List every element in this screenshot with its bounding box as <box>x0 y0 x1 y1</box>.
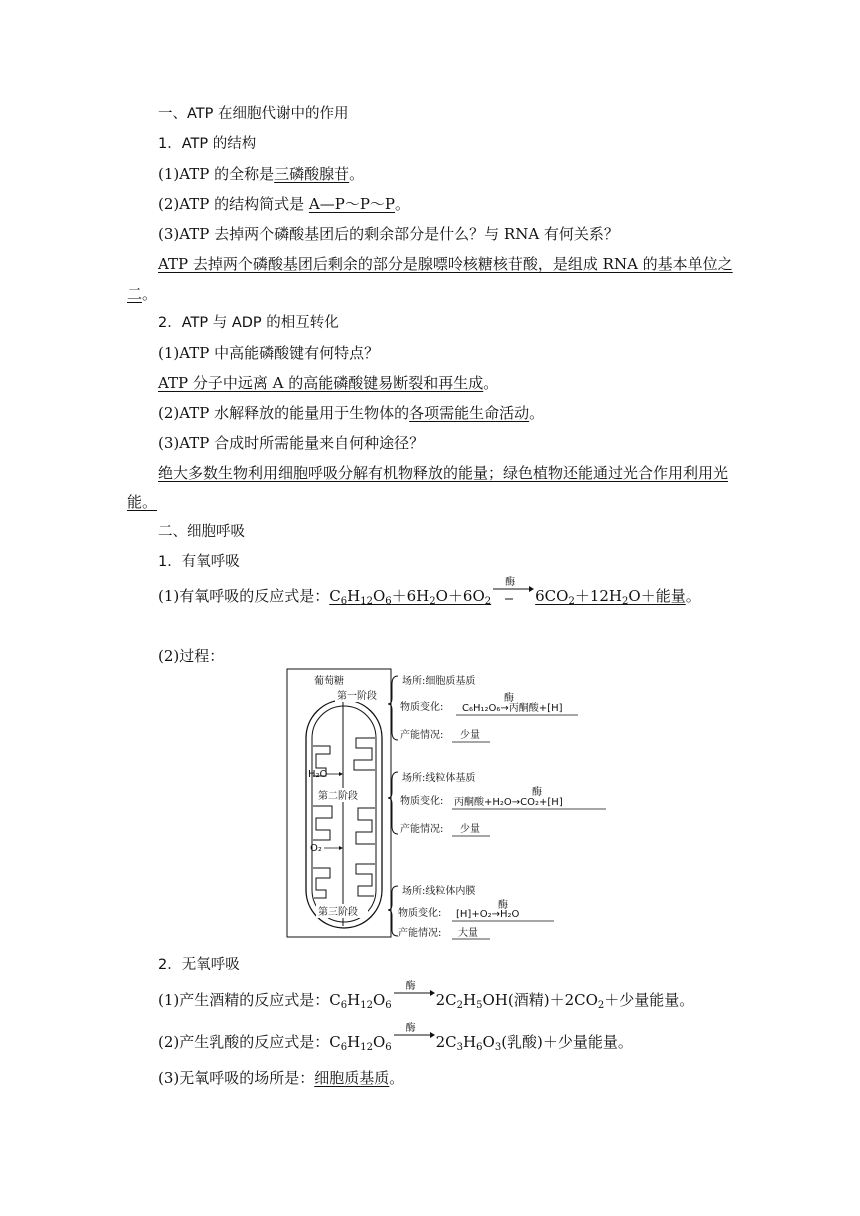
answer-atp-remainder-line2 <box>127 284 157 304</box>
anaerobic-lactic-equation <box>158 1023 633 1053</box>
anaerobic-alcohol-equation <box>158 981 695 1011</box>
question-atp-remainder: (3)ATP 去掉两个磷酸基团后的剩余部分是什么？与 RNA 有何关系？ <box>158 225 619 243</box>
punctuation: 。 <box>389 1069 405 1087</box>
s2-energy: 少量 <box>460 824 480 835</box>
enzyme-arrow <box>491 577 535 607</box>
enzyme-label: 酶 <box>405 1023 416 1034</box>
subsection-anaerobic: 2．无氧呼吸 <box>158 957 240 973</box>
question-text: (1)产生酒精的反应式是： <box>158 991 330 1009</box>
stage3-label: 第三阶段 <box>318 907 358 918</box>
question-atp-formula <box>158 194 410 214</box>
equation-rest: (酒精)＋2CO <box>507 991 598 1009</box>
s3-change: [H]+O₂→H₂O <box>456 909 520 920</box>
s3-change-label: 物质变化: <box>398 908 442 919</box>
anaerobic-location <box>158 1068 404 1088</box>
s3-enzyme: 酶 <box>498 900 508 911</box>
answer-text: ATP 分子中远离 A 的高能磷酸键易断裂和再生成 <box>158 374 484 392</box>
question-bond-feature: (1)ATP 中高能磷酸键有何特点？ <box>158 344 380 362</box>
respiration-process-diagram <box>286 668 606 940</box>
s1-place: 场所:细胞质基质 <box>402 676 476 687</box>
s1-energy-label: 产能情况: <box>400 730 444 741</box>
question-text: (2)ATP 水解释放的能量用于生物体的 <box>158 404 410 422</box>
punctuation: 。 <box>685 587 701 605</box>
answer-text: 三磷酸腺苷 <box>274 165 350 183</box>
question-energy-use <box>158 403 544 423</box>
s1-enzyme: 酶 <box>504 693 514 704</box>
o2-label: O₂ <box>310 843 322 854</box>
question-text: (1)ATP 的全称是 <box>158 165 275 183</box>
subsection-atp-adp: 2．ATP 与 ADP 的相互转化 <box>158 315 339 331</box>
process-label: (2)过程： <box>158 647 225 665</box>
s1-change-label: 物质变化: <box>400 702 444 713</box>
equation-answer: $C_6H_{12}O_6+6H_2O+6O_2$ 酶 $6CO_2+12H_2O+$能量 <box>329 587 685 605</box>
mitochondrion-figure <box>286 668 606 940</box>
s2-change-label: 物质变化: <box>400 796 444 807</box>
s1-energy: 少量 <box>460 730 480 741</box>
question-text: (3)无氧呼吸的场所是： <box>158 1069 315 1087</box>
equation-text: $C_6H_{12}O_6$ 酶 $2C_2H_5OH$(酒精)$+2CO_2+$少量能量。 <box>329 991 694 1009</box>
answer-energy-source-line1: 绝大多数生物利用细胞呼吸分解有机物释放的能量；绿色植物还能通过光合作用利用光 <box>158 464 729 482</box>
section-title-atp: 一、ATP 在细胞代谢中的作用 <box>158 106 349 122</box>
s2-enzyme: 酶 <box>532 787 542 798</box>
enzyme-arrow <box>392 981 436 1011</box>
punctuation: 。 <box>529 404 545 422</box>
stage2-label: 第二阶段 <box>318 791 358 802</box>
s2-energy-label: 产能情况: <box>400 824 444 835</box>
answer-text: 各项需能生命活动 <box>409 404 530 422</box>
question-text: (1)有氧呼吸的反应式是： <box>158 587 330 605</box>
aerobic-equation <box>158 577 701 607</box>
answer-text: 二 <box>127 285 143 303</box>
s3-place: 场所:线粒体内膜 <box>402 886 476 897</box>
subsection-atp-structure: 1．ATP 的结构 <box>158 136 257 152</box>
s2-place: 场所:线粒体基质 <box>402 773 476 784</box>
answer-bond-feature <box>158 373 498 393</box>
enzyme-arrow <box>392 1023 436 1053</box>
equation-text: $C_6H_{12}O_6$ 酶 $2C_3H_6O_3$(乳酸)＋少量能量。 <box>329 1033 633 1051</box>
subsection-aerobic: 1．有氧呼吸 <box>158 554 240 570</box>
punctuation: 。 <box>142 285 158 303</box>
enzyme-label: 酶 <box>405 981 416 992</box>
question-atp-fullname <box>158 164 364 184</box>
enzyme-label: 酶 <box>505 577 516 588</box>
answer-energy-source-line2: 能。 <box>127 493 158 511</box>
section-title-respiration: 二、细胞呼吸 <box>158 524 245 540</box>
equation-tail: ＋少量能量。 <box>604 991 695 1009</box>
question-text: (2)ATP 的结构简式是 <box>158 195 309 213</box>
punctuation: 。 <box>349 165 365 183</box>
equation-rest: (乳酸)＋少量能量。 <box>501 1033 633 1051</box>
answer-text: A—P～P～P <box>308 195 396 213</box>
h2o-label: H₂O <box>308 769 328 780</box>
question-text: (2)产生乳酸的反应式是： <box>158 1033 330 1051</box>
s2-change: 丙酮酸+H₂O→CO₂+[H] <box>454 797 563 808</box>
stage1-label: 第一阶段 <box>337 691 377 702</box>
punctuation: 。 <box>395 195 411 213</box>
glucose-label: 葡萄糖 <box>314 676 344 687</box>
answer-atp-remainder-line1: ATP 去掉两个磷酸基团后剩余的部分是腺嘌呤核糖核苷酸，是组成 RNA 的基本单位之 <box>158 255 733 273</box>
question-energy-source: (3)ATP 合成时所需能量来自何种途径？ <box>158 434 425 452</box>
s3-energy-label: 产能情况: <box>398 928 442 939</box>
s1-change: C₆H₁₂O₆→丙酮酸+[H] <box>462 703 563 714</box>
punctuation: 。 <box>483 374 499 392</box>
s3-energy: 大量 <box>458 928 478 939</box>
answer-text: 细胞质基质 <box>314 1069 390 1087</box>
